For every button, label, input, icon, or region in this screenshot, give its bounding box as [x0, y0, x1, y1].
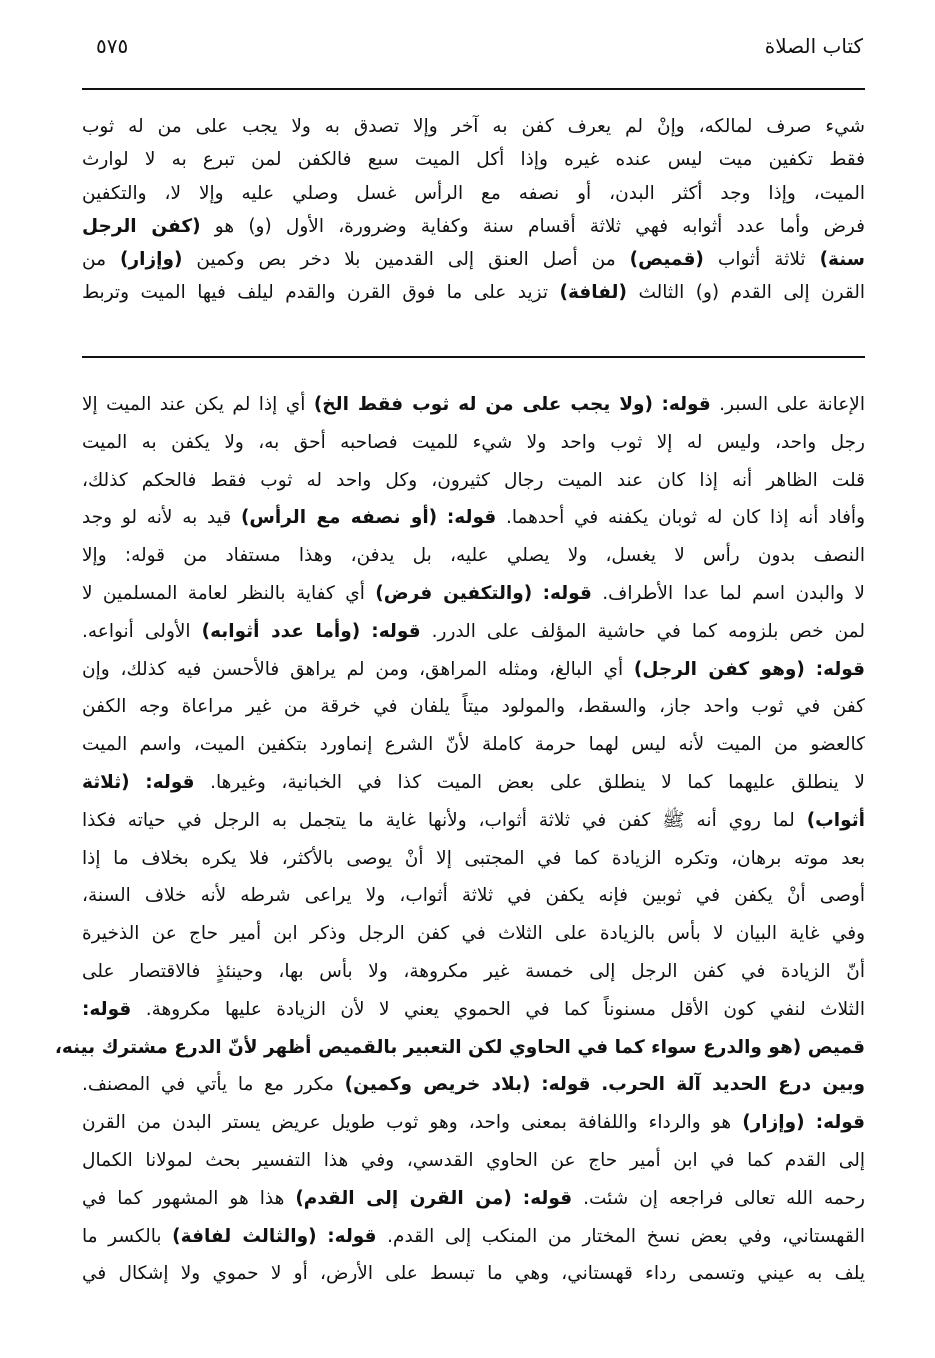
- text-line: [82, 110, 865, 143]
- text-segment: كفن في ثوب واحد جاز، والسقط، والمولود ميتاً يلفان في خرقة من غير مراعاة وجه الكفن: [82, 696, 865, 718]
- text-segment: القهستاني، وفي بعض نسخ المختار من المنكب إلى القدم.: [376, 1225, 865, 1247]
- bold-segment: (كفن الرجل: [82, 215, 201, 237]
- bold-segment: قميص (هو والدرع سواء كما في الحاوي لكن التعبير بالقميص أظهر لأنّ الدرع مشترك بينه،: [54, 1036, 865, 1058]
- text-line: [82, 386, 865, 424]
- running-header-title: كتاب الصلاة: [764, 34, 863, 58]
- bold-segment: (وإزار): [120, 249, 183, 271]
- text-segment: هذا هو المشهور كما في: [82, 1187, 296, 1209]
- bold-segment: قوله:: [542, 582, 592, 604]
- text-segment: [317, 1226, 328, 1247]
- text-segment: قلت الظاهر أنه إذا كان عند الميت رجال كثيرون، وكل واحد له ثوب فقط فالحكم كذلك،: [82, 469, 865, 491]
- commentary-footnotes: [54, 386, 866, 1293]
- text-segment: إلى القدم كما في ابن أمير حاج عن الحاوي القدسي، وفي هذا التفسير بحث لمولانا الكمال: [82, 1149, 865, 1171]
- text-segment: رجل واحد، وليس له إلا ثوب واحد ولا شيء للميت فصاحبه أحق به، ولا يكفن به الميت: [82, 431, 865, 453]
- text-segment: القرن إلى القدم (و) الثالث: [626, 282, 866, 304]
- text-line: [82, 143, 865, 176]
- bold-segment: (بلاد خريص وكمين): [344, 1074, 531, 1096]
- bold-segment: قوله:: [815, 658, 865, 680]
- bold-segment: (والتكفين فرض): [375, 582, 533, 604]
- text-segment: [805, 659, 816, 680]
- text-segment: رحمه الله تعالى فراجعه إن شئت.: [572, 1187, 865, 1209]
- bold-segment: (وأما عدد أثوابه): [201, 620, 361, 642]
- text-line: [82, 177, 865, 210]
- bold-segment: قوله:: [541, 1074, 591, 1096]
- text-segment: [805, 1112, 816, 1133]
- text-line: [82, 1066, 865, 1104]
- text-segment: [531, 1074, 542, 1095]
- text-segment: ثلاثة أثواب: [703, 249, 820, 271]
- text-segment: أوصى أنْ يكفن في ثوبين فإنه يكفن في ثلاثة أثواب، ولا يراعى شرطه لأنه خلاف السنة،: [82, 885, 865, 907]
- text-segment: الأولى أنواعه.: [82, 620, 202, 642]
- text-segment: بالكسر ما: [82, 1225, 173, 1247]
- text-segment: لا والبدن اسم لما عدا الأطراف.: [591, 582, 865, 604]
- text-segment: الإعانة على السبر.: [710, 394, 866, 415]
- bold-segment: (والثالث لفافة): [172, 1225, 317, 1247]
- text-line: [82, 726, 865, 764]
- bold-segment: قوله:: [522, 1187, 573, 1209]
- bold-segment: وبين درع الحديد آلة الحرب.: [601, 1074, 866, 1096]
- text-line: [82, 953, 865, 991]
- text-line: [82, 877, 865, 915]
- text-segment: كالعضو من الميت لأنه ليس لهما حرمة كاملة لأنّ الشرع إنماورد بتكفين الميت، واسم الميت: [82, 734, 865, 756]
- text-line: [82, 1142, 865, 1180]
- bold-segment: (من القرن إلى القدم): [295, 1187, 512, 1209]
- text-segment: أي كفاية بالنظر لعامة المسلمين لا: [82, 582, 376, 604]
- text-line: [82, 915, 865, 953]
- main-text: [82, 110, 865, 310]
- text-line: [82, 802, 865, 840]
- text-segment: [532, 583, 542, 604]
- text-segment: أنّ الزيادة في كفن الرجل إلى خمسة غير مكروهة، ولا بأس بها، وحينئذٍ فالاقتصار على: [82, 960, 865, 982]
- text-segment: بعد موته برهان، وتكره الزيادة كما في المجتبى إلا أنْ يوصى بالأكثر، فلا يكره بخلاف ما إذا: [82, 847, 865, 869]
- bold-segment: (وإزار): [742, 1112, 805, 1134]
- text-segment: الثلاث لنفي كون الأقل مسنوناً كما في الحموي يعني لا لأن الزيادة عليها مكروهة.: [131, 998, 865, 1020]
- text-line: [82, 243, 865, 276]
- text-line: [82, 1218, 865, 1256]
- bold-segment: (ولا يجب على من له ثوب فقط الخ): [313, 394, 654, 415]
- bold-segment: قوله:: [661, 394, 711, 415]
- bold-segment: (وهو كفن الرجل): [633, 658, 805, 680]
- text-segment: قيد به لأنه لو وجد: [82, 507, 241, 529]
- text-segment: مكرر مع ما يأتي في المصنف.: [82, 1074, 345, 1096]
- bold-segment: قوله:: [145, 771, 195, 793]
- bold-segment: قوله:: [82, 998, 132, 1020]
- text-line: [82, 1180, 865, 1218]
- text-line: [82, 537, 865, 575]
- bold-segment: قوله:: [446, 507, 497, 529]
- text-line: [82, 764, 865, 802]
- text-line: [82, 276, 865, 309]
- text-segment: لا ينطلق عليهما كما لا ينطلق على بعض الميت كذا في الخبانية، وغيرها.: [194, 771, 865, 793]
- text-segment: تزيد على ما فوق القرن والقدم ليلف فيها الميت وتربط: [82, 282, 560, 304]
- text-line: [82, 991, 865, 1029]
- text-line: [82, 499, 865, 537]
- text-line: [82, 1255, 865, 1293]
- text-segment: فرض وأما عدد أثوابه فهي ثلاثة أقسام سنة وكفاية وضرورة، الأول (و) هو: [200, 215, 865, 237]
- text-segment: وأفاد أنه إذا كان له ثوبان يكفنه في أحدهما.: [496, 507, 865, 529]
- text-segment: شيء صرف لمالكه، وإنْ لم يعرف كفن به آخر وإلا تصدق به ولا يجب على من له ثوب: [82, 116, 865, 137]
- text-segment: يلف به عيني وتسمى رداء قهستاني، وهي ما تبسط على الأرض، أو لا حموي ولا إشكال في: [82, 1263, 865, 1285]
- bold-segment: قوله:: [815, 1112, 866, 1134]
- bold-segment: (قميص): [629, 249, 704, 271]
- text-segment: [512, 1188, 523, 1209]
- text-segment: [437, 507, 447, 528]
- text-line: [82, 613, 865, 651]
- text-segment: وفي غاية البيان لا بأس بالزيادة على الثلاث في كفن الرجل وذكر ابن أمير حاج عن الذخيرة: [82, 923, 865, 945]
- text-line: [82, 210, 865, 243]
- header-divider: [82, 88, 865, 90]
- bold-segment: أثواب): [806, 809, 865, 831]
- text-line: [54, 1029, 865, 1067]
- text-segment: [360, 621, 371, 642]
- text-line: [82, 1104, 865, 1142]
- text-line: [82, 462, 865, 500]
- text-segment: أي البالغ، ومثله المراهق، ومن لم يراهق فالأحسن فيه كذلك، وإن: [82, 658, 634, 680]
- text-segment: لمن خص بلزومه كما في حاشية المؤلف على الدرر.: [420, 620, 865, 642]
- text-segment: أي إذا لم يكن عند الميت إلا: [82, 394, 314, 415]
- footnote-divider: [82, 356, 865, 358]
- text-segment: من: [82, 249, 121, 271]
- text-segment: هو والرداء واللفافة بمعنى واحد، وهو ثوب طويل عريض يستر البدن من القرن: [82, 1112, 743, 1134]
- text-segment: [130, 772, 146, 793]
- page-number: ٥٧٥: [96, 34, 129, 58]
- text-segment: النصف بدون رأس لا يغسل، ولا يصلي عليه، بل يدفن، وهذا مستفاد من قوله: وإلا: [82, 545, 865, 567]
- text-line: [82, 651, 865, 689]
- text-segment: لما روي أنه ﷺ كفن في ثلاثة أثواب، ولأنها غاية ما يتجمل به الرجل في حياته فكذا: [82, 809, 807, 831]
- text-line: [82, 575, 865, 613]
- text-line: [82, 688, 865, 726]
- text-segment: من أصل العنق إلى القدمين بلا دخر بص وكمين: [182, 249, 630, 271]
- bold-segment: قوله:: [371, 620, 421, 642]
- text-line: [82, 840, 865, 878]
- text-segment: [591, 1074, 602, 1095]
- bold-segment: سنة): [819, 249, 865, 271]
- text-segment: الميت، وإذا وجد أكثر البدن، أو نصفه مع الرأس غسل وصلي عليه وإلا لا، والتكفين: [82, 182, 865, 204]
- text-line: [82, 424, 865, 462]
- bold-segment: قوله:: [327, 1225, 377, 1247]
- bold-segment: (أو نصفه مع الرأس): [240, 507, 438, 529]
- text-segment: فقط تكفين ميت ليس عنده غيره وإذا أكل الميت سبع فالكفن لمن تبرع به لا لوارث: [82, 149, 865, 171]
- bold-segment: (لفافة): [559, 282, 627, 304]
- bold-segment: (ثلاثة: [82, 771, 130, 793]
